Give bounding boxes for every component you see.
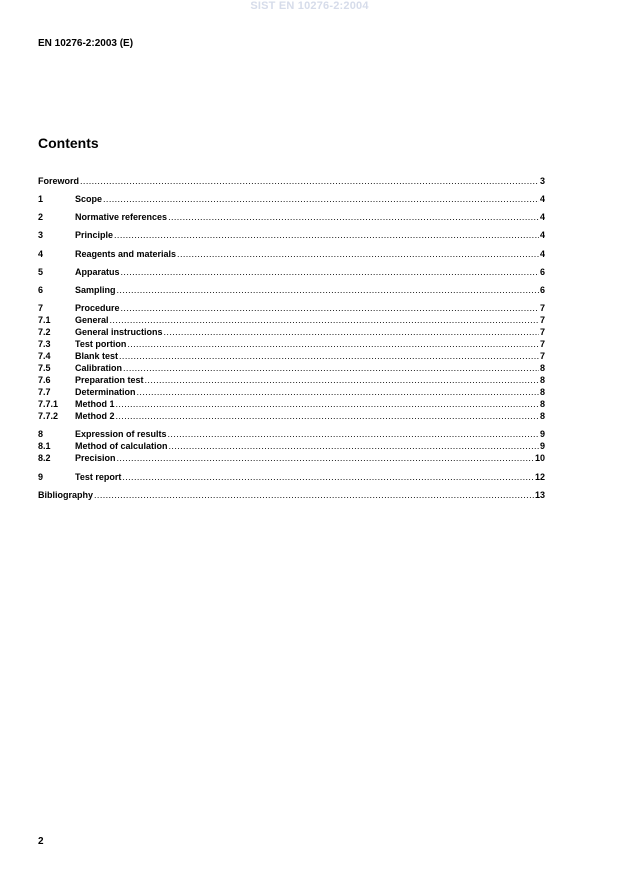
toc-entry-page: 3	[539, 176, 545, 186]
toc-entry-title: Normative references	[75, 212, 168, 222]
toc-entry-method-1[interactable]	[38, 398, 545, 410]
toc-entry-page: 6	[539, 285, 545, 295]
toc-entry-title: Calibration	[75, 363, 123, 373]
toc-entry-number: 7.1	[38, 315, 51, 325]
toc-entry-page: 4	[539, 212, 545, 222]
page-number: 2	[38, 836, 44, 847]
toc-entry-page: 4	[539, 249, 545, 259]
toc-entry-number: 7.4	[38, 351, 51, 361]
toc-entry-title: Method 2	[75, 411, 115, 421]
toc-dot-leader	[116, 410, 539, 422]
toc-dot-leader	[110, 314, 539, 326]
toc-entry-title: Expression of results	[75, 429, 167, 439]
toc-dot-leader	[122, 471, 534, 483]
toc-entry-foreword[interactable]	[38, 175, 545, 187]
toc-entry-title: Precision	[75, 453, 116, 463]
toc-entry-title: General instructions	[75, 327, 163, 337]
document-id-header: EN 10276-2:2003 (E)	[38, 38, 134, 49]
toc-entry-number: 5	[38, 267, 44, 277]
toc-entry-number: 8	[38, 429, 44, 439]
toc-entry-page: 12	[534, 472, 545, 482]
toc-dot-leader	[168, 428, 539, 440]
toc-entry-page: 8	[539, 375, 545, 385]
toc-entry-title: Bibliography	[38, 490, 94, 500]
toc-dot-leader	[103, 193, 539, 205]
toc-entry-bibliography[interactable]	[38, 489, 545, 501]
toc-entry-title: Apparatus	[75, 267, 120, 277]
toc-entry-page: 4	[539, 194, 545, 204]
contents-heading: Contents	[38, 135, 99, 151]
toc-dot-leader	[80, 175, 539, 187]
toc-entry-principle[interactable]	[38, 229, 545, 241]
toc-dot-leader	[94, 489, 534, 501]
toc-entry-title: Foreword	[38, 176, 80, 186]
toc-dot-leader	[119, 350, 539, 362]
toc-entry-number: 7	[38, 303, 44, 313]
toc-entry-page: 8	[539, 411, 545, 421]
toc-entry-number: 7.7	[38, 387, 51, 397]
toc-dot-leader	[169, 440, 539, 452]
toc-entry-number: 2	[38, 212, 44, 222]
toc-entry-number: 4	[38, 249, 44, 259]
toc-entry-number: 3	[38, 230, 44, 240]
toc-entry-page: 8	[539, 387, 545, 397]
toc-entry-number: 9	[38, 472, 44, 482]
toc-entry-number: 8.2	[38, 453, 51, 463]
toc-entry-blank-test[interactable]	[38, 350, 545, 362]
toc-entry-page: 8	[539, 363, 545, 373]
toc-entry-expression-of-results[interactable]	[38, 428, 545, 440]
toc-entry-page: 10	[534, 453, 545, 463]
toc-entry-title: General	[75, 315, 109, 325]
toc-entry-sampling[interactable]	[38, 284, 545, 296]
toc-entry-number: 6	[38, 285, 44, 295]
toc-entry-page: 7	[539, 315, 545, 325]
toc-entry-title: Method 1	[75, 399, 115, 409]
toc-entry-general-instructions[interactable]	[38, 326, 545, 338]
toc-entry-scope[interactable]	[38, 193, 545, 205]
toc-entry-title: Procedure	[75, 303, 120, 313]
toc-entry-title: Method of calculation	[75, 441, 168, 451]
toc-dot-leader	[137, 386, 539, 398]
toc-entry-method-2[interactable]	[38, 410, 545, 422]
toc-dot-leader	[121, 302, 539, 314]
toc-entry-title: Reagents and materials	[75, 249, 177, 259]
toc-entry-title: Test report	[75, 472, 122, 482]
toc-entry-title: Principle	[75, 230, 114, 240]
toc-dot-leader	[127, 338, 539, 350]
toc-dot-leader	[164, 326, 539, 338]
toc-entry-calibration[interactable]	[38, 362, 545, 374]
toc-entry-procedure[interactable]	[38, 302, 545, 314]
toc-entry-number: 7.5	[38, 363, 51, 373]
toc-entry-title: Blank test	[75, 351, 119, 361]
toc-entry-page: 8	[539, 399, 545, 409]
toc-dot-leader	[116, 398, 539, 410]
toc-entry-page: 4	[539, 230, 545, 240]
toc-entry-title: Preparation test	[75, 375, 144, 385]
toc-dot-leader	[121, 266, 539, 278]
toc-entry-test-portion[interactable]	[38, 338, 545, 350]
toc-entry-number: 7.7.2	[38, 411, 59, 421]
toc-dot-leader	[145, 374, 539, 386]
toc-entry-number: 7.3	[38, 339, 51, 349]
toc-entry-page: 7	[539, 327, 545, 337]
toc-entry-apparatus[interactable]	[38, 266, 545, 278]
toc-entry-method-of-calculation[interactable]	[38, 440, 545, 452]
toc-entry-page: 7	[539, 351, 545, 361]
toc-entry-page: 7	[539, 339, 545, 349]
toc-dot-leader	[114, 229, 539, 241]
toc-entry-title: Sampling	[75, 285, 116, 295]
watermark: SIST EN 10276-2:2004	[250, 0, 369, 12]
toc-entry-number: 7.7.1	[38, 399, 59, 409]
toc-entry-normative-references[interactable]	[38, 211, 545, 223]
toc-dot-leader	[168, 211, 539, 223]
toc-entry-number: 7.6	[38, 375, 51, 385]
toc-entry-general[interactable]	[38, 314, 545, 326]
toc-entry-number: 1	[38, 194, 44, 204]
toc-dot-leader	[177, 248, 539, 260]
toc-entry-precision[interactable]	[38, 452, 545, 464]
toc-entry-page: 7	[539, 303, 545, 313]
toc-entry-test-report[interactable]	[38, 471, 545, 483]
toc-entry-determination[interactable]	[38, 386, 545, 398]
toc-entry-title: Scope	[75, 194, 103, 204]
toc-entry-page: 6	[539, 267, 545, 277]
toc-entry-title: Determination	[75, 387, 136, 397]
toc-entry-page: 9	[539, 441, 545, 451]
toc-entry-number: 7.2	[38, 327, 51, 337]
toc-dot-leader	[117, 452, 534, 464]
toc-entry-reagents-and-materials[interactable]	[38, 248, 545, 260]
toc-entry-page: 13	[534, 490, 545, 500]
toc-dot-leader	[117, 284, 539, 296]
toc-entry-page: 9	[539, 429, 545, 439]
toc-entry-preparation-test[interactable]	[38, 374, 545, 386]
toc-entry-number: 8.1	[38, 441, 51, 451]
toc-entry-title: Test portion	[75, 339, 127, 349]
toc-dot-leader	[123, 362, 539, 374]
